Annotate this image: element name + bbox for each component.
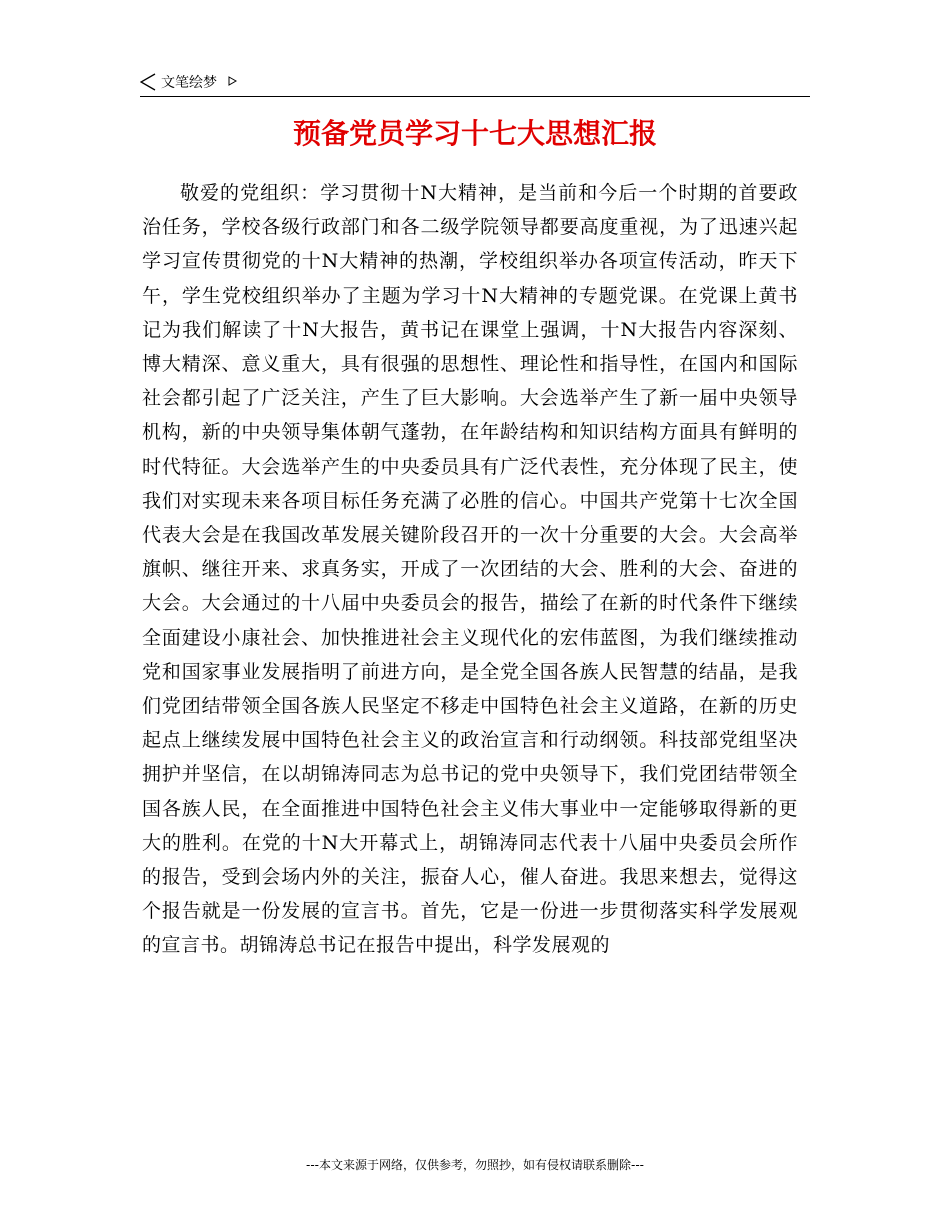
- brand-name: 文笔绘梦: [161, 75, 217, 91]
- document-body: 敬爱的党组织：学习贯彻十N大精神，是当前和今后一个时期的首要政治任务，学校各级行政部门和各二级学院领导都要高度重视，为了迅速兴起学习宣传贯彻党的十N大精神的热潮，学校组织举办各项宣传活动，昨天下午，学生党校组织举办了主题为学习十N大精神的专题党课。在党课上黄书记为我们解读了十N大报告，黄书记在课堂上强调，十N大报告内容深刻、博大精深、意义重大，具有很强的思想性、理论性和指导性，在国内和国际社会都引起了广泛关注，产生了巨大影响。大会选举产生了新一届中央领导机构，新的中央领导集体朝气蓬勃，在年龄结构和知识结构方面具有鲜明的时代特征。大会选举产生的中央委员具有广泛代表性，充分体现了民主，使我们对实现未来各项目标任务充满了必胜的信心。中国共产党第十七次全国代表大会是在我国改革发展关键阶段召开的一次十分重要的大会。大会高举旗帜、继往开来、求真务实，开成了一次团结的大会、胜利的大会、奋进的大会。大会通过的十八届中央委员会的报告，描绘了在新的时代条件下继续全面建设小康社会、加快推进社会主义现代化的宏伟蓝图，为我们继续推动党和国家事业发展指明了前进方向，是全党全国各族人民智慧的结晶，是我们党团结带领全国各族人民坚定不移走中国特色社会主义道路，在新的历史起点上继续发展中国特色社会主义的政治宣言和行动纲领。科技部党组坚决拥护并坚信，在以胡锦涛同志为总书记的党中央领导下，我们党团结带领全国各族人民，在全面推进中国特色社会主义伟大事业中一定能够取得新的更大的胜利。在党的十N大开幕式上，胡锦涛同志代表十八届中央委员会所作的报告，受到会场内外的关注，振奋人心，催人奋进。我思来想去，觉得这个报告就是一份发展的宣言书。首先，它是一份进一步贯彻落实科学发展观的宣言书。胡锦涛总书记在报告中提出，科学发展观的: [142, 182, 798, 957]
- right-triangle-icon: [228, 76, 237, 86]
- page-header: [140, 72, 810, 97]
- footer-disclaimer: ---本文来源于网络，仅供参考，勿照抄，如有侵权请联系删除---: [306, 1158, 644, 1172]
- document-title: 预备党员学习十七大思想汇报: [292, 117, 657, 150]
- left-triangle-icon: [140, 73, 156, 91]
